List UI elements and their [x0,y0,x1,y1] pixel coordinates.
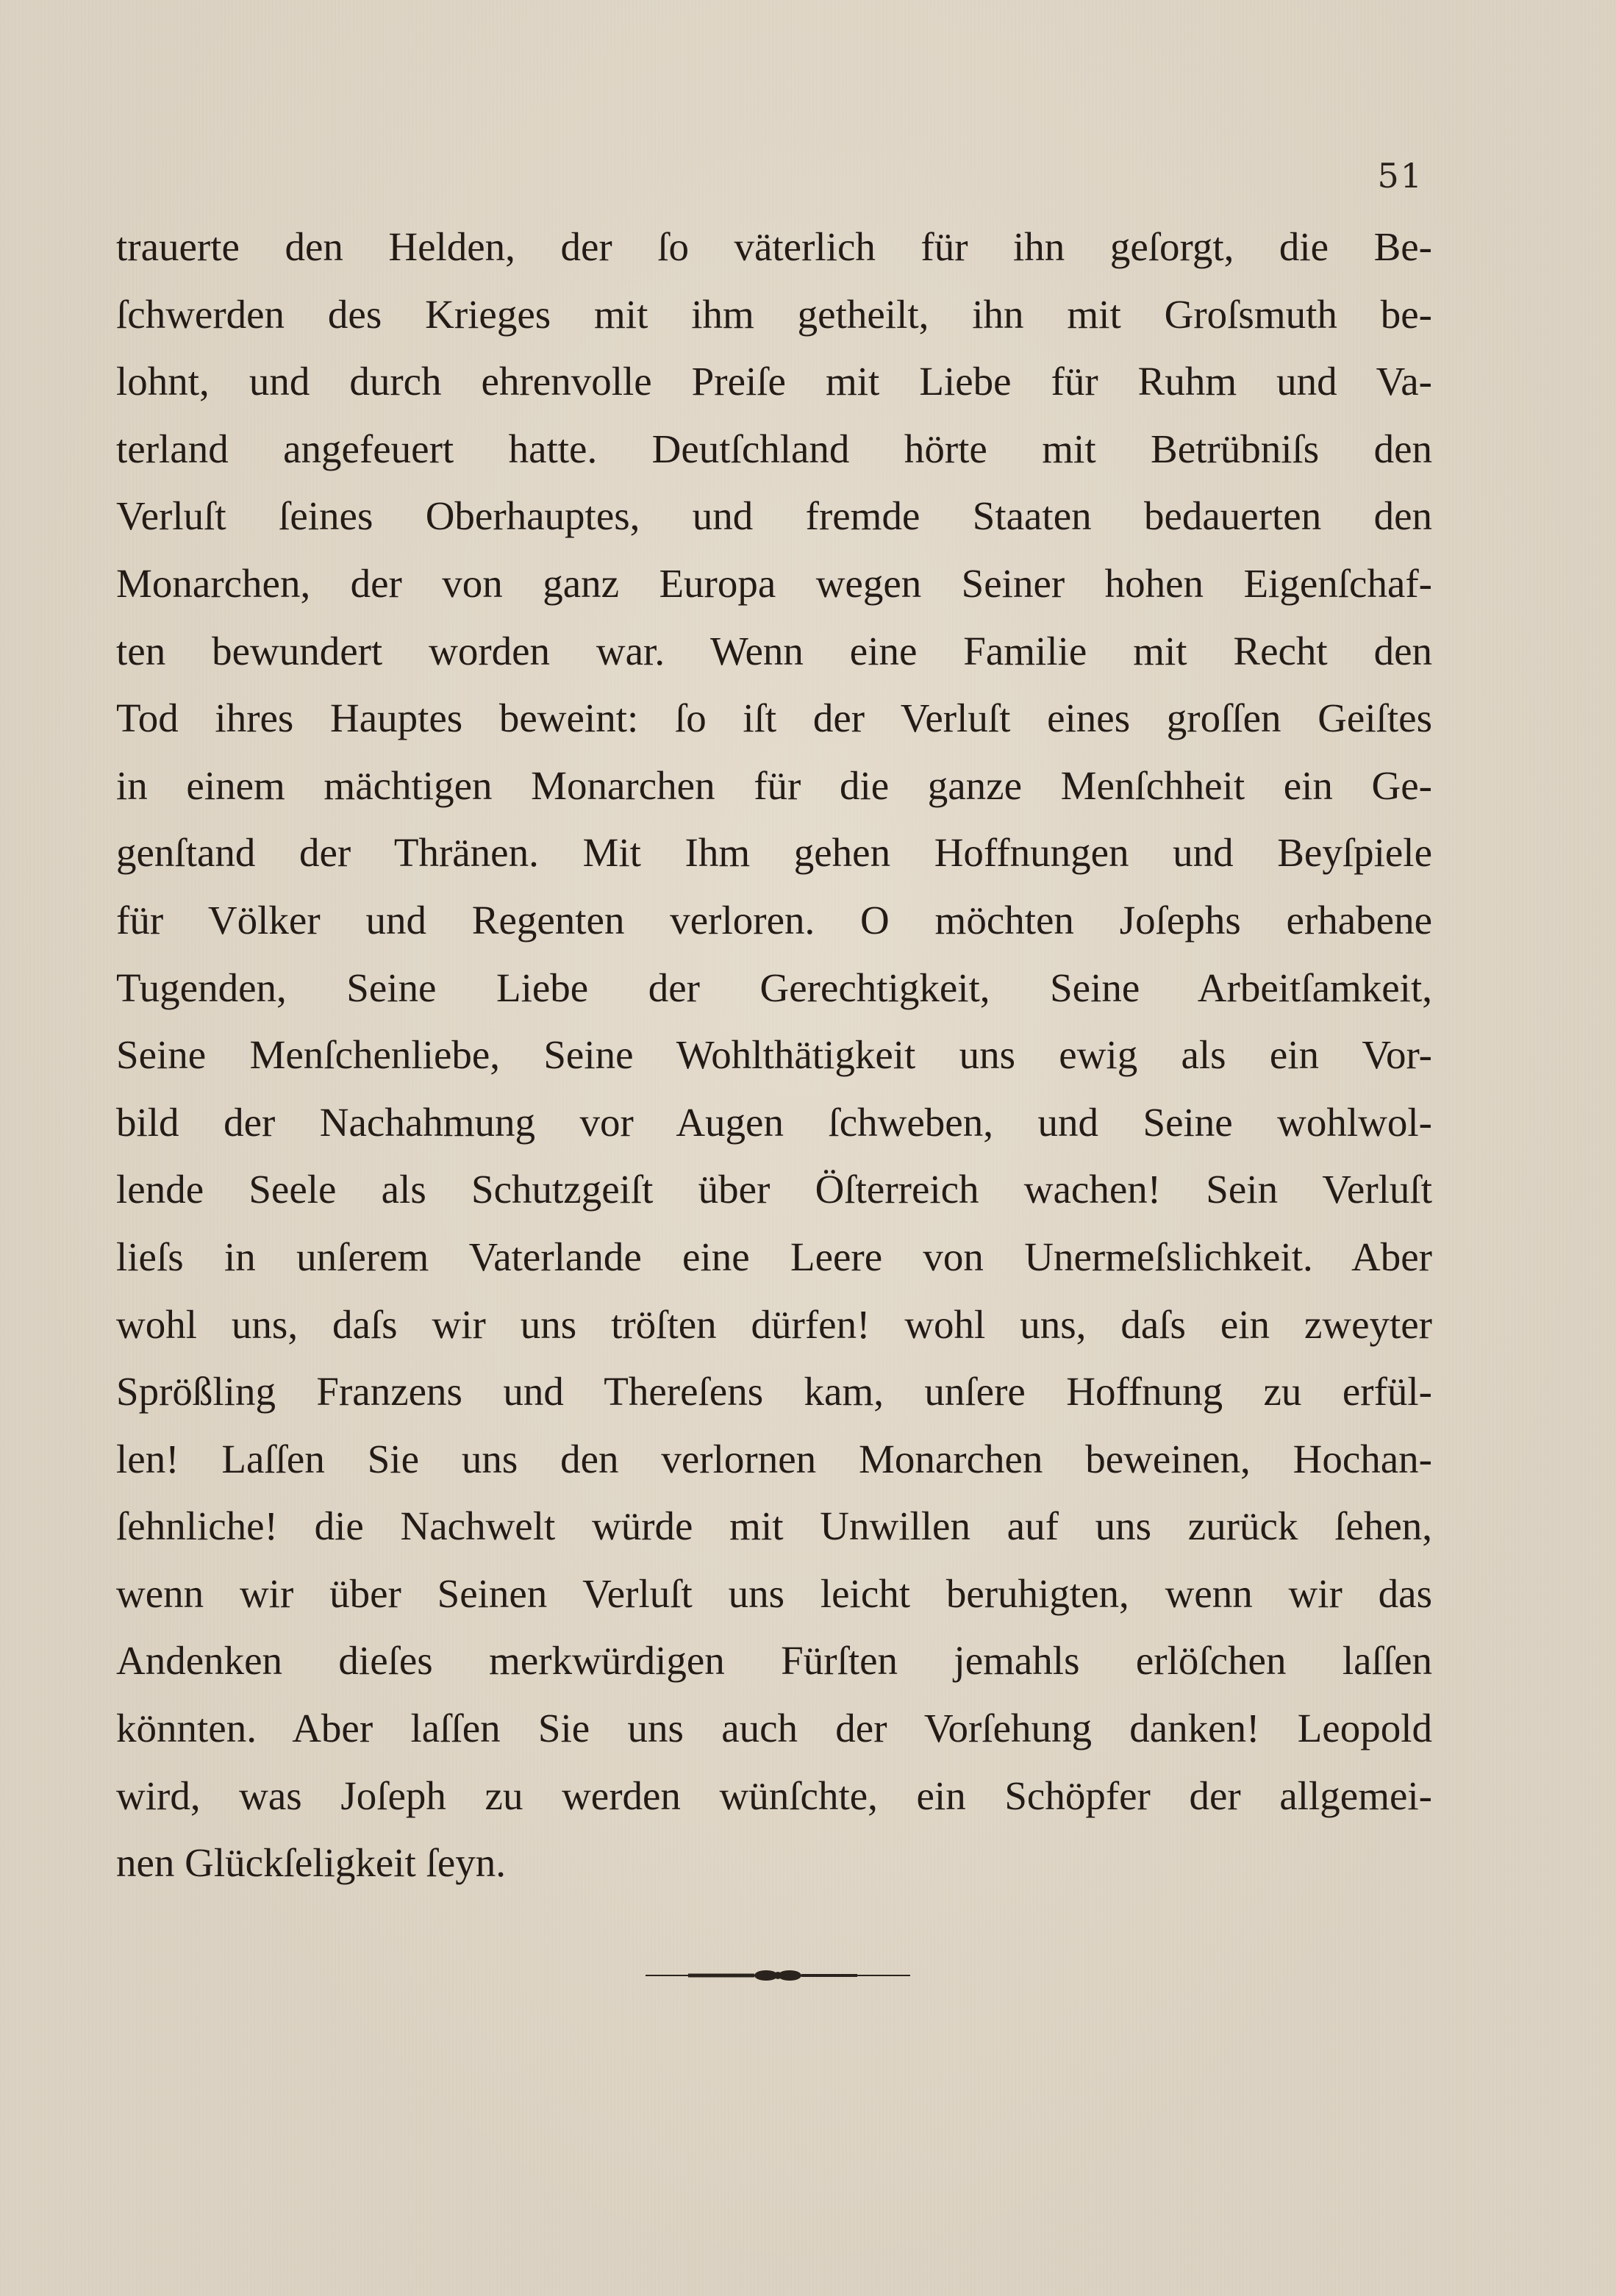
text-line: lende Seele als Schutzgeiſt über Öſterreich wachen! Sein Verluſt [116,1167,1432,1212]
text-line: lieſs in unſerem Vaterlande eine Leere von Unermeſslichkeit. Aber [116,1234,1432,1279]
text-line: Tugenden, Seine Liebe der Gerechtigkeit, Seine Arbeitſamkeit, [116,965,1432,1010]
text-line: lohnt, und durch ehrenvolle Preiſe mit Liebe für Ruhm und Va- [116,359,1432,404]
text-line: wohl uns, daſs wir uns tröſten dürfen! wohl uns, daſs ein zweyter [116,1301,1432,1347]
text-line: in einem mächtigen Monarchen für die ganze Menſchheit ein Ge- [116,762,1432,808]
text-line: für Völker und Regenten verloren. O möchten Joſephs erhabene [116,897,1432,943]
text-line: Sprößling Franzens und Thereſens kam, unſere Hoffnung zu erfül- [116,1369,1432,1415]
text-line: wenn wir über Seinen Verluſt uns leicht beruhigten, wenn wir das [116,1570,1432,1616]
text-line: genſtand der Thränen. Mit Ihm gehen Hoffnungen und Beyſpiele [116,830,1432,876]
text-line: trauerte den Helden, der ſo väterlich für ihn geſorgt, die Be- [116,224,1432,269]
text-line: ſehnliche! die Nachwelt würde mit Unwillen auf uns zurück ſehen, [116,1503,1432,1549]
page-number: 51 [1377,156,1423,196]
text-line: terland angefeuert hatte. Deutſchland hörte mit Betrübniſs den [116,426,1432,471]
text-line: ten bewundert worden war. Wenn eine Familie mit Recht den [116,628,1432,673]
text-line: Verluſt ſeines Oberhauptes, und fremde Staaten bedauerten den [116,493,1432,539]
text-line: bild der Nachahmung vor Augen ſchweben, und Seine wohlwol- [116,1099,1432,1145]
text-line-last: nen Glückſeligkeit ſeyn. [116,1840,506,1886]
text-line: Monarchen, der von ganz Europa wegen Seiner hohen Eigenſchaf- [116,560,1432,606]
text-line: wird, was Joſeph zu werden wünſchte, ein Schöpfer der allgemei- [116,1773,1432,1818]
text-line: ſchwerden des Krieges mit ihm getheilt, ihn mit Groſsmuth be- [116,291,1432,337]
text-line: Seine Menſchenliebe, Seine Wohlthätigkeit uns ewig als ein Vor- [116,1032,1432,1078]
text-line: len! Laſſen Sie uns den verlornen Monarchen beweinen, Hochan- [116,1436,1432,1481]
body-text [116,213,1432,1897]
text-line: könnten. Aber laſſen Sie uns auch der Vorſehung danken! Leopold [116,1706,1432,1751]
text-line: Andenken dieſes merkwürdigen Fürſten jemahls erlöſchen laſſen [116,1638,1432,1684]
text-line: Tod ihres Hauptes beweint: ſo iſt der Verluſt eines groſſen Geiſtes [116,695,1432,741]
decorative-rule-ornament [644,1964,912,1986]
